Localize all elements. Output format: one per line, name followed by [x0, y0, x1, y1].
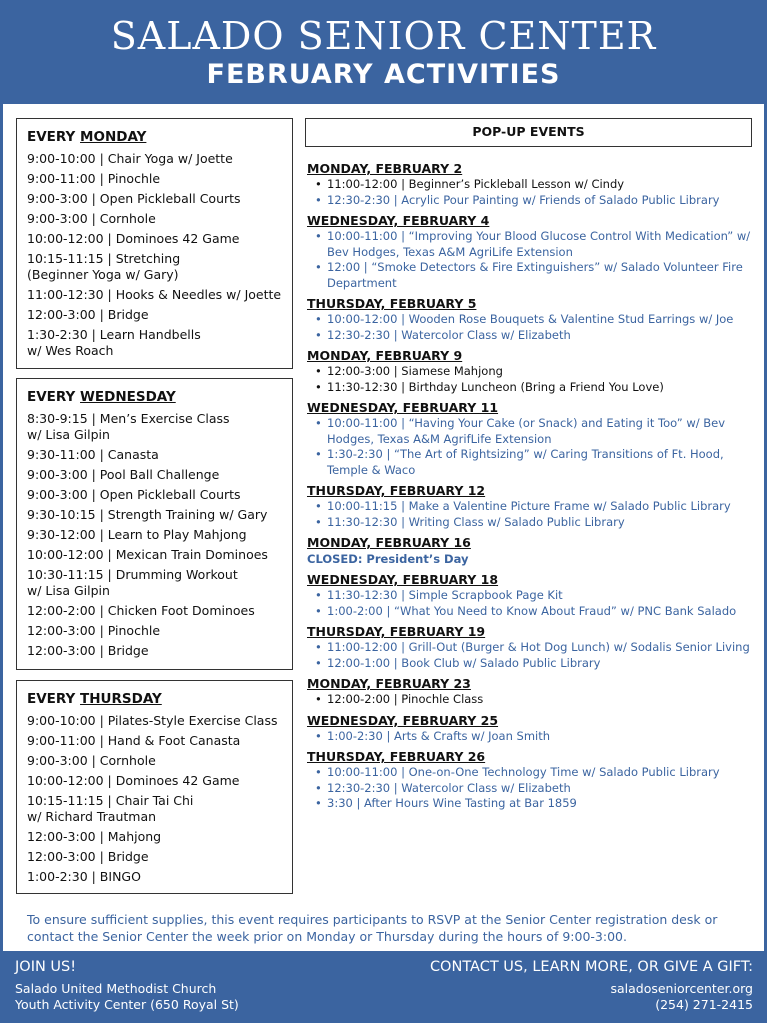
- wednesday-item: 8:30-9:15 | Men’s Exercise Class w/ Lisa Gilpin: [27, 411, 230, 442]
- popup-event: • 12:00-2:00 | Pinochle Class: [307, 692, 757, 708]
- rsvp-notice: To ensure sufficient supplies, this event requires participants to RSVP at the Senior Center registration desk or contact the Senior Center the week prior on Monday or Thursday during the hours of 9:00-3:00.: [27, 912, 718, 944]
- popup-day-heading: WEDNESDAY, FEBRUARY 11: [307, 400, 499, 415]
- popup-event: • 12:00 | “Smoke Detectors & Fire Extinguishers” w/ Salado Volunteer Fire Department: [307, 260, 757, 291]
- popup-day-heading: WEDNESDAY, FEBRUARY 25: [307, 712, 499, 728]
- popup-event: • 10:00-11:15 | Make a Valentine Picture Frame w/ Salado Public Library: [307, 499, 757, 515]
- popup-event: • 11:30-12:30 | Writing Class w/ Salado Public Library: [307, 515, 757, 531]
- popup-event: • 10:00-12:00 | Wooden Rose Bouquets & Valentine Stud Earrings w/ Joe: [307, 312, 757, 328]
- phone-number: (254) 271-2415: [655, 997, 753, 1012]
- thursday-item: 9:00-3:00 | Cornhole: [27, 753, 156, 768]
- wednesday-heading: EVERY WEDNESDAY: [27, 389, 176, 405]
- contact-heading: CONTACT US, LEARN MORE, OR GIVE A GIFT:: [429, 959, 753, 975]
- location-line-2: Youth Activity Center (650 Royal St): [15, 997, 239, 1012]
- monday-schedule-box: [16, 118, 293, 369]
- wednesday-item: 9:30-11:00 | Canasta: [27, 447, 159, 462]
- thursday-item: 1:00-2:30 | BINGO: [27, 869, 141, 884]
- thursday-item: 10:15-11:15 | Chair Tai Chi w/ Richard Trautman: [27, 793, 194, 824]
- monday-item: 1:30-2:30 | Learn Handbells w/ Wes Roach: [27, 327, 201, 358]
- popup-event: • 1:30-2:30 | “The Art of Rightsizing” w/ Caring Transitions of Ft. Hood, Temple & Waco: [307, 447, 757, 478]
- popup-event: • 11:00-12:00 | Beginner’s Pickleball Lesson w/ Cindy: [307, 177, 757, 193]
- wednesday-schedule-box: [16, 378, 293, 670]
- wednesday-item: 12:00-3:00 | Bridge: [27, 643, 149, 658]
- popup-event: • 3:30 | After Hours Wine Tasting at Bar 1859: [307, 796, 757, 812]
- wednesday-item: 12:00-2:00 | Chicken Foot Dominoes: [27, 603, 255, 618]
- page-subtitle: FEBRUARY ACTIVITIES: [206, 59, 561, 90]
- thursday-heading: EVERY THURSDAY: [27, 691, 162, 707]
- header: [0, 0, 767, 104]
- popup-events-list: [307, 156, 757, 812]
- thursday-item: 12:00-3:00 | Mahjong: [27, 829, 162, 844]
- monday-item: 12:00-3:00 | Bridge: [27, 307, 149, 322]
- popup-event: • 1:00-2:30 | Arts & Crafts w/ Joan Smith: [307, 729, 757, 745]
- wednesday-item: 9:00-3:00 | Pool Ball Challenge: [27, 467, 220, 482]
- wednesday-item: 10:00-12:00 | Mexican Train Dominoes: [27, 547, 268, 562]
- popup-day-heading: MONDAY, FEBRUARY 2: [307, 161, 463, 176]
- popup-event: • 1:00-2:00 | “What You Need to Know About Fraud” w/ PNC Bank Salado: [307, 604, 757, 620]
- popup-event: • 10:00-11:00 | One-on-One Technology Time w/ Salado Public Library: [307, 765, 757, 781]
- popup-day-heading: MONDAY, FEBRUARY 16: [307, 535, 471, 550]
- popup-event: • 12:00-1:00 | Book Club w/ Salado Public Library: [307, 656, 757, 672]
- popup-event: • 12:30-2:30 | Acrylic Pour Painting w/ Friends of Salado Public Library: [307, 193, 757, 209]
- popup-day-heading: THURSDAY, FEBRUARY 26: [307, 749, 486, 764]
- popup-day-heading: WEDNESDAY, FEBRUARY 18: [307, 572, 499, 587]
- monday-item: 9:00-11:00 | Pinochle: [27, 171, 161, 186]
- flyer-sheet: [3, 104, 764, 951]
- monday-item: 10:00-12:00 | Dominoes 42 Game: [27, 231, 240, 246]
- popup-event: • 12:30-2:30 | Watercolor Class w/ Elizabeth: [307, 328, 757, 344]
- popup-event: • 12:00-3:00 | Siamese Mahjong: [307, 364, 757, 380]
- popup-day-heading: THURSDAY, FEBRUARY 19: [307, 624, 486, 639]
- popup-event: • 11:30-12:30 | Birthday Luncheon (Bring a Friend You Love): [307, 380, 757, 396]
- popup-event: • 12:30-2:30 | Watercolor Class w/ Elizabeth: [307, 781, 757, 797]
- monday-heading: EVERY MONDAY: [27, 129, 147, 145]
- popup-event: • 11:00-12:00 | Grill-Out (Burger & Hot Dog Lunch) w/ Sodalis Senior Living: [307, 640, 757, 656]
- join-us-heading: JOIN US!: [15, 959, 77, 975]
- thursday-schedule-box: [16, 680, 293, 894]
- popup-day-heading: WEDNESDAY, FEBRUARY 4: [307, 213, 490, 228]
- monday-item: 9:00-10:00 | Chair Yoga w/ Joette: [27, 151, 233, 166]
- thursday-item: 9:00-11:00 | Hand & Foot Canasta: [27, 733, 241, 748]
- popup-event: • 11:30-12:30 | Simple Scrapbook Page Kit: [307, 588, 757, 604]
- wednesday-item: 9:00-3:00 | Open Pickleball Courts: [27, 487, 241, 502]
- wednesday-item: 10:30-11:15 | Drumming Workout w/ Lisa Gilpin: [27, 567, 238, 598]
- popup-event: • 10:00-11:00 | “Improving Your Blood Glucose Control With Medication” w/ Bev Hodges, Texas A&M AgriLife Extension: [307, 229, 757, 260]
- monday-item: 11:00-12:30 | Hooks & Needles w/ Joette: [27, 287, 282, 302]
- monday-item: 10:15-11:15 | Stretching (Beginner Yoga w/ Gary): [27, 251, 181, 282]
- monday-item: 9:00-3:00 | Cornhole: [27, 211, 156, 226]
- location-line-1: Salado United Methodist Church: [15, 981, 217, 996]
- page-title: SALADO SENIOR CENTER: [110, 14, 657, 58]
- wednesday-item: 12:00-3:00 | Pinochle: [27, 623, 161, 638]
- website-link[interactable]: saladoseniorcenter.org: [610, 981, 753, 996]
- closed-notice: CLOSED: President’s Day: [307, 552, 469, 566]
- popup-event: • 10:00-11:00 | “Having Your Cake (or Snack) and Eating it Too” w/ Bev Hodges, Texas A&M AgrifLife Extension: [307, 416, 757, 447]
- popup-day-heading: THURSDAY, FEBRUARY 5: [307, 296, 477, 311]
- wednesday-item: 9:30-10:15 | Strength Training w/ Gary: [27, 507, 268, 522]
- thursday-item: 12:00-3:00 | Bridge: [27, 849, 149, 864]
- popup-day-heading: MONDAY, FEBRUARY 23: [307, 676, 471, 691]
- monday-item: 9:00-3:00 | Open Pickleball Courts: [27, 191, 241, 206]
- wednesday-item: 9:30-12:00 | Learn to Play Mahjong: [27, 527, 247, 542]
- popup-events-heading: POP-UP EVENTS: [305, 118, 752, 147]
- thursday-item: 9:00-10:00 | Pilates-Style Exercise Class: [27, 713, 278, 728]
- popup-day-heading: MONDAY, FEBRUARY 9: [307, 348, 463, 363]
- footer: [0, 951, 767, 1023]
- thursday-item: 10:00-12:00 | Dominoes 42 Game: [27, 773, 240, 788]
- popup-day-heading: THURSDAY, FEBRUARY 12: [307, 483, 486, 498]
